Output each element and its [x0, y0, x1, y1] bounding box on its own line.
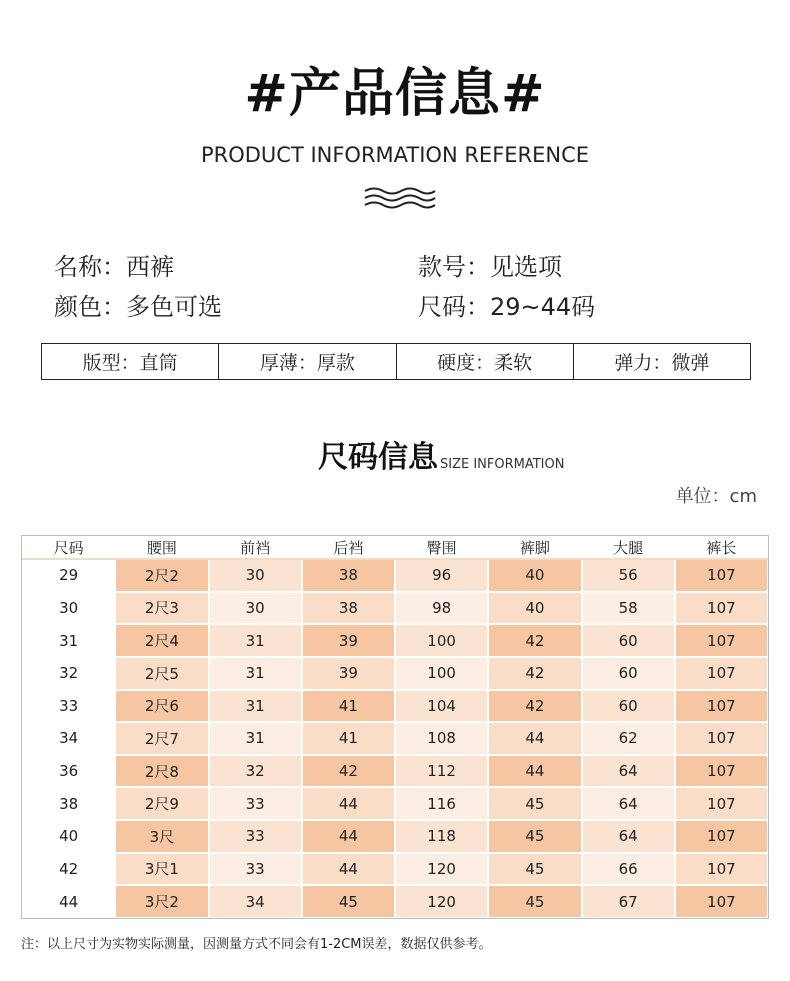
- table-header: 后裆: [302, 536, 395, 559]
- table-cell: 44: [302, 787, 395, 820]
- attribute-elasticity: 弹力：微弹: [614, 352, 710, 374]
- size-cell: 38: [22, 787, 115, 820]
- table-cell: 64: [582, 755, 675, 788]
- table-cell: 41: [302, 722, 395, 755]
- measurement-note: 注：以上尺寸为实物实际测量，因测量方式不同会有1-2CM误差，数据仅供参考。: [21, 937, 492, 952]
- table-cell: 66: [582, 853, 675, 886]
- table-cell: 107: [675, 820, 768, 853]
- table-cell: 40: [488, 592, 581, 625]
- table-cell: 100: [395, 657, 488, 690]
- table-cell: 107: [675, 559, 768, 592]
- table-cell: 44: [302, 853, 395, 886]
- table-cell: 96: [395, 559, 488, 592]
- table-cell: 38: [302, 592, 395, 625]
- table-cell: 3尺: [115, 820, 208, 853]
- size-title-en: SIZE INFORMATION: [440, 457, 565, 472]
- table-header-row: [22, 536, 768, 559]
- table-cell: 40: [488, 559, 581, 592]
- table-row: [22, 657, 768, 690]
- size-cell: 44: [22, 885, 115, 918]
- attribute-bar: [41, 343, 751, 380]
- table-cell: 58: [582, 592, 675, 625]
- table-header: 裤长: [675, 536, 768, 559]
- table-header: 大腿: [582, 536, 675, 559]
- table-cell: 60: [582, 657, 675, 690]
- table-cell: 2尺9: [115, 787, 208, 820]
- table-cell: 39: [302, 624, 395, 657]
- attribute-thickness: 厚薄：厚款: [219, 344, 396, 379]
- table-cell: 45: [302, 885, 395, 918]
- table-cell: 100: [395, 624, 488, 657]
- product-size-range: 尺码：29~44码: [418, 293, 596, 321]
- size-cell: 40: [22, 820, 115, 853]
- table-row: [22, 624, 768, 657]
- page-subtitle: PRODUCT INFORMATION REFERENCE: [200, 143, 590, 167]
- table-cell: 31: [209, 657, 302, 690]
- table-header: 尺码: [22, 536, 115, 559]
- table-cell: 112: [395, 755, 488, 788]
- table-cell: 2尺4: [115, 624, 208, 657]
- size-cell: 32: [22, 657, 115, 690]
- table-cell: 107: [675, 722, 768, 755]
- size-table: [21, 535, 769, 919]
- table-cell: 32: [209, 755, 302, 788]
- table-row: [22, 820, 768, 853]
- table-cell: 64: [582, 820, 675, 853]
- table-cell: 44: [488, 755, 581, 788]
- table-cell: 39: [302, 657, 395, 690]
- table-cell: 56: [582, 559, 675, 592]
- table-row: [22, 592, 768, 625]
- table-cell: 38: [302, 559, 395, 592]
- table-cell: 60: [582, 690, 675, 723]
- table-cell: 3尺2: [115, 885, 208, 918]
- table-cell: 120: [395, 853, 488, 886]
- table-cell: 33: [209, 787, 302, 820]
- unit-label: 单位：cm: [675, 486, 757, 507]
- table-cell: 42: [488, 657, 581, 690]
- product-name: 名称：西裤: [54, 253, 174, 281]
- size-cell: 34: [22, 722, 115, 755]
- table-row: [22, 787, 768, 820]
- table-cell: 118: [395, 820, 488, 853]
- table-cell: 41: [302, 690, 395, 723]
- table-cell: 44: [302, 820, 395, 853]
- table-cell: 31: [209, 722, 302, 755]
- table-cell: 3尺1: [115, 853, 208, 886]
- table-cell: 45: [488, 853, 581, 886]
- size-cell: 36: [22, 755, 115, 788]
- table-cell: 120: [395, 885, 488, 918]
- table-cell: 107: [675, 624, 768, 657]
- table-row: [22, 690, 768, 723]
- table-row: [22, 755, 768, 788]
- table-cell: 116: [395, 787, 488, 820]
- attribute-hardness: 硬度：柔软: [397, 344, 574, 379]
- table-cell: 107: [675, 592, 768, 625]
- table-cell: 30: [209, 559, 302, 592]
- table-cell: 108: [395, 722, 488, 755]
- table-cell: 107: [675, 853, 768, 886]
- table-cell: 44: [488, 722, 581, 755]
- size-cell: 31: [22, 624, 115, 657]
- table-cell: 67: [582, 885, 675, 918]
- table-cell: 42: [488, 690, 581, 723]
- table-cell: 31: [209, 690, 302, 723]
- table-cell: 2尺3: [115, 592, 208, 625]
- table-row: [22, 885, 768, 918]
- table-cell: 45: [488, 820, 581, 853]
- table-cell: 2尺6: [115, 690, 208, 723]
- table-cell: 62: [582, 722, 675, 755]
- table-cell: 42: [302, 755, 395, 788]
- size-title-cn: 尺码信息: [318, 440, 438, 475]
- table-cell: 34: [209, 885, 302, 918]
- table-cell: 42: [488, 624, 581, 657]
- product-color: 颜色：多色可选: [54, 293, 222, 321]
- table-cell: 107: [675, 885, 768, 918]
- table-cell: 33: [209, 853, 302, 886]
- table-cell: 31: [209, 624, 302, 657]
- table-cell: 30: [209, 592, 302, 625]
- page-title: #产品信息#: [244, 64, 546, 124]
- table-cell: 107: [675, 690, 768, 723]
- product-style-number: 款号：见选项: [418, 253, 562, 281]
- table-header: 臀围: [395, 536, 488, 559]
- table-header: 裤脚: [488, 536, 581, 559]
- table-cell: 45: [488, 885, 581, 918]
- table-row: [22, 853, 768, 886]
- table-cell: 107: [675, 657, 768, 690]
- size-section-title: [318, 440, 564, 476]
- table-cell: 60: [582, 624, 675, 657]
- table-cell: 107: [675, 787, 768, 820]
- table-row: [22, 559, 768, 592]
- size-cell: 30: [22, 592, 115, 625]
- table-row: [22, 722, 768, 755]
- wave-lines-icon: [363, 186, 437, 210]
- table-cell: 33: [209, 820, 302, 853]
- size-cell: 42: [22, 853, 115, 886]
- table-cell: 2尺8: [115, 755, 208, 788]
- table-cell: 2尺2: [115, 559, 208, 592]
- attribute-fit: 版型：直筒: [42, 344, 219, 379]
- table-cell: 64: [582, 787, 675, 820]
- table-header: 腰围: [115, 536, 208, 559]
- size-cell: 33: [22, 690, 115, 723]
- table-cell: 98: [395, 592, 488, 625]
- table-cell: 107: [675, 755, 768, 788]
- table-cell: 2尺7: [115, 722, 208, 755]
- table-cell: 104: [395, 690, 488, 723]
- table-cell: 2尺5: [115, 657, 208, 690]
- size-cell: 29: [22, 559, 115, 592]
- table-header: 前裆: [209, 536, 302, 559]
- table-cell: 45: [488, 787, 581, 820]
